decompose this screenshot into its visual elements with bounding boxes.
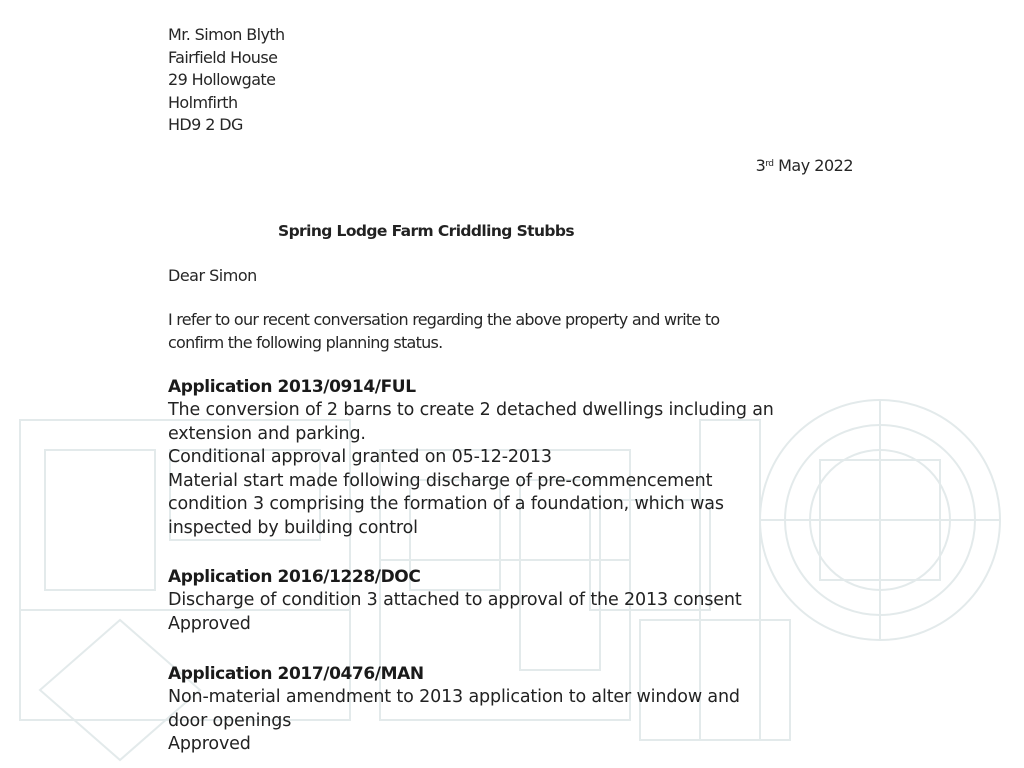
application-line: Discharge of condition 3 attached to approval of the 2013 consent (168, 590, 742, 610)
letter-subject: Spring Lodge Farm Criddling Stubbs (278, 222, 574, 240)
application-line: extension and parking. (168, 423, 366, 444)
address-line-town: Holmfirth (168, 92, 238, 112)
intro-paragraph (168, 309, 868, 354)
address-line-house: Fairfield House (168, 47, 278, 67)
application-line: inspected by building control (168, 517, 418, 538)
application-title: Application 2016/1228/DOC (168, 567, 421, 587)
application-line: condition 3 comprising the formation of a foundation, which was (168, 494, 724, 514)
application-line: The conversion of 2 barns to create 2 detached dwellings including an (168, 400, 774, 420)
intro-line: confirm the following planning status. (168, 332, 443, 352)
date-month-year: May 2022 (773, 156, 853, 175)
date-day: 3 (755, 156, 766, 175)
application-block-2016 (168, 566, 868, 636)
application-block-2017 (168, 663, 868, 757)
address-line-street: 29 Hollowgate (168, 70, 276, 89)
recipient-address (168, 24, 858, 137)
application-line: Non-material amendment to 2013 application to alter window and (168, 687, 740, 707)
application-line: door openings (168, 710, 292, 731)
application-line: Material start made following discharge of pre-commencement (168, 470, 713, 491)
application-line: Conditional approval granted on 05-12-2013 (168, 447, 552, 467)
salutation: Dear Simon (168, 266, 257, 285)
application-status: Approved (168, 734, 251, 754)
date-suffix: rd (765, 159, 774, 169)
letter-date (756, 156, 853, 175)
application-title: Application 2017/0476/MAN (168, 664, 424, 684)
address-line-name: Mr. Simon Blyth (168, 25, 285, 44)
application-status: Approved (168, 613, 251, 634)
intro-line: I refer to our recent conversation regarding the above property and write to (168, 310, 720, 329)
application-title: Application 2013/0914/FUL (168, 377, 416, 397)
application-block-2013 (168, 376, 868, 540)
address-line-postcode: HD9 2 DG (168, 115, 243, 134)
